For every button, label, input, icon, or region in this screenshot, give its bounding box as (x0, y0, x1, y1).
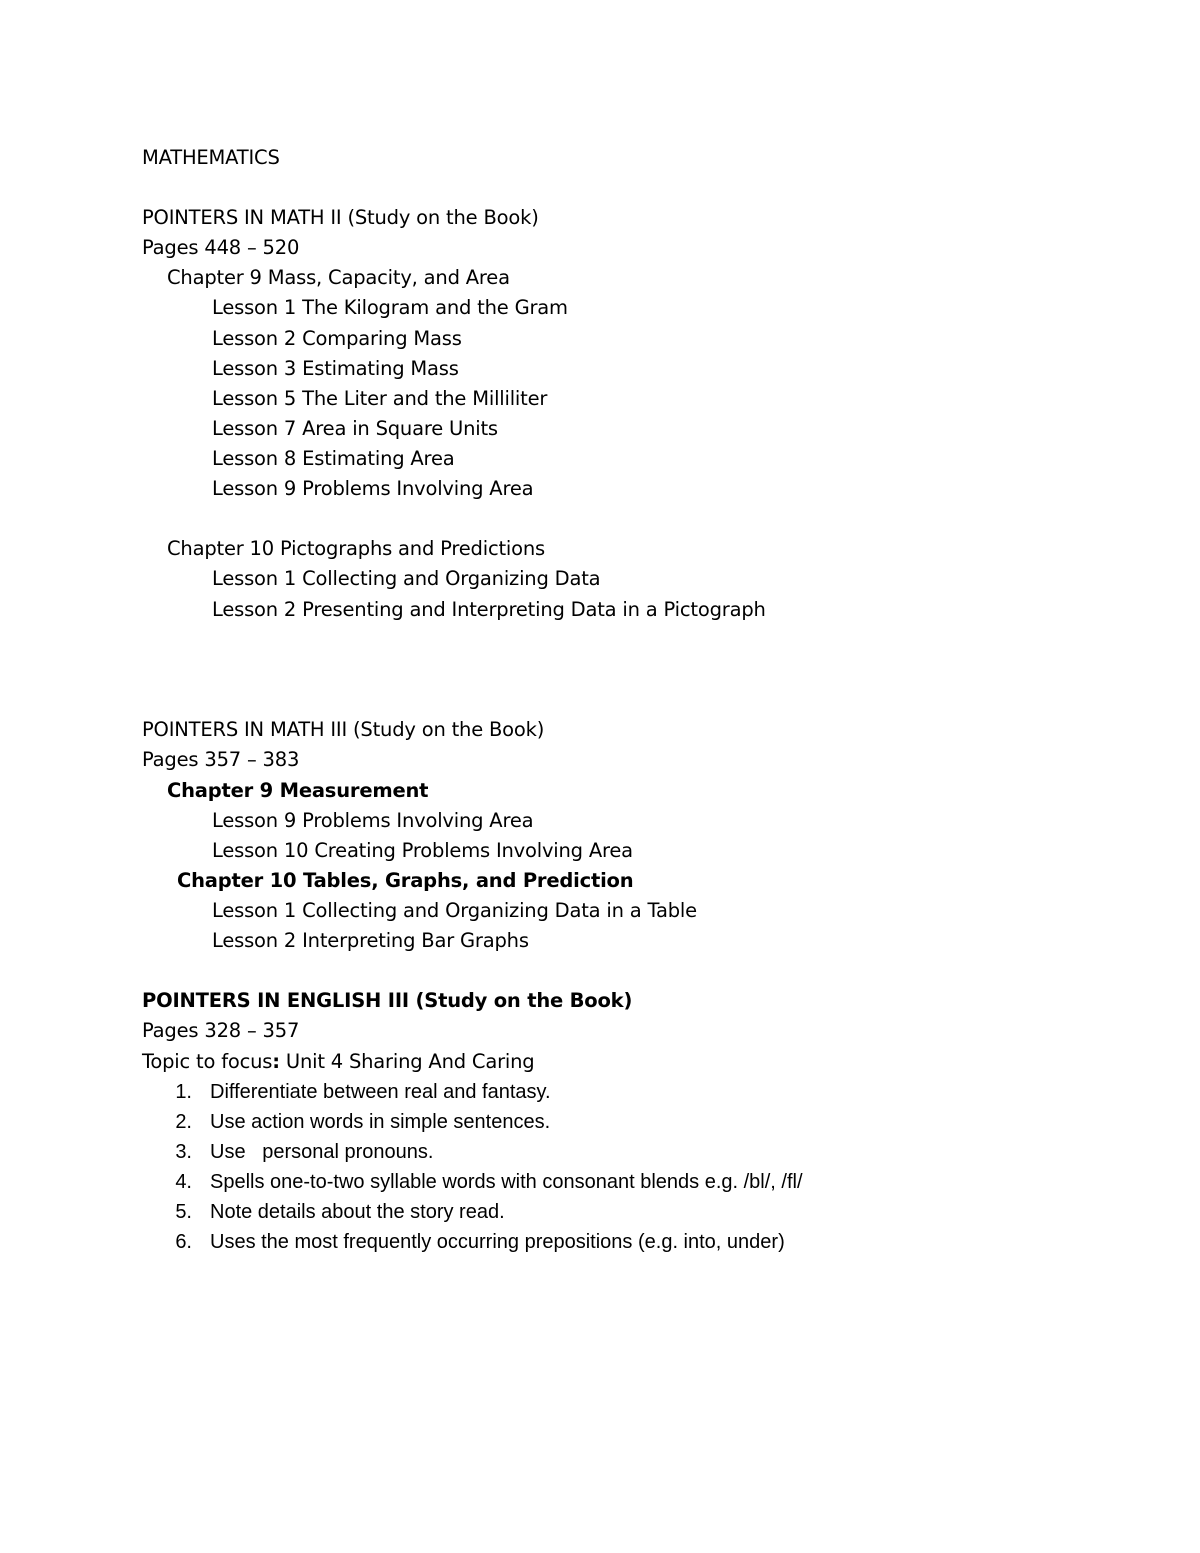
lesson-item: Lesson 9 Problems Involving Area (212, 809, 534, 832)
english3-title: POINTERS IN ENGLISH III (Study on the Book) (142, 989, 633, 1012)
list-item: Spells one-to-two syllable words with consonant blends e.g. /bl/, /fl/ (210, 1171, 803, 1193)
list-item: Use personal pronouns. (210, 1141, 434, 1163)
math2-title: POINTERS IN MATH II (Study on the Book) (142, 206, 539, 229)
topic-label: Topic to focus (142, 1050, 273, 1073)
math2-pages: Pages 448 – 520 (142, 236, 300, 259)
lesson-item: Lesson 2 Presenting and Interpreting Data in a Pictograph (212, 598, 766, 621)
math2-chapter10-title: Chapter 10 Pictographs and Predictions (167, 537, 545, 560)
english3-topic (142, 1050, 534, 1074)
math3-title: POINTERS IN MATH III (Study on the Book) (142, 718, 545, 741)
lesson-item: Lesson 2 Comparing Mass (212, 327, 462, 350)
math2-chapter9-title: Chapter 9 Mass, Capacity, and Area (167, 266, 510, 289)
list-number: 2. (175, 1111, 192, 1133)
list-number: 3. (175, 1141, 192, 1163)
lesson-item: Lesson 10 Creating Problems Involving Area (212, 839, 633, 862)
list-item: Differentiate between real and fantasy. (210, 1081, 551, 1103)
lesson-item: Lesson 9 Problems Involving Area (212, 477, 534, 500)
lesson-item: Lesson 7 Area in Square Units (212, 417, 498, 440)
lesson-item: Lesson 1 Collecting and Organizing Data in a Table (212, 899, 697, 922)
list-number: 6. (175, 1231, 192, 1253)
list-number: 1. (175, 1081, 192, 1103)
english3-pages: Pages 328 – 357 (142, 1019, 300, 1042)
list-item: Note details about the story read. (210, 1201, 505, 1223)
math3-pages: Pages 357 – 383 (142, 748, 300, 771)
math3-chapter10-title: Chapter 10 Tables, Graphs, and Prediction (177, 869, 634, 892)
lesson-item: Lesson 3 Estimating Mass (212, 357, 459, 380)
math3-chapter9-title: Chapter 9 Measurement (167, 779, 429, 802)
list-number: 5. (175, 1201, 192, 1223)
list-item: Use action words in simple sentences. (210, 1111, 551, 1133)
topic-colon: : (272, 1050, 280, 1073)
lesson-item: Lesson 1 The Kilogram and the Gram (212, 296, 568, 319)
lesson-item: Lesson 1 Collecting and Organizing Data (212, 567, 601, 590)
lesson-item: Lesson 5 The Liter and the Milliliter (212, 387, 548, 410)
lesson-item: Lesson 8 Estimating Area (212, 447, 455, 470)
topic-value: Unit 4 Sharing And Caring (279, 1050, 535, 1073)
lesson-item: Lesson 2 Interpreting Bar Graphs (212, 929, 529, 952)
math-heading: MATHEMATICS (142, 146, 280, 169)
list-number: 4. (175, 1171, 192, 1193)
list-item: Uses the most frequently occurring prepositions (e.g. into, under) (210, 1231, 785, 1253)
